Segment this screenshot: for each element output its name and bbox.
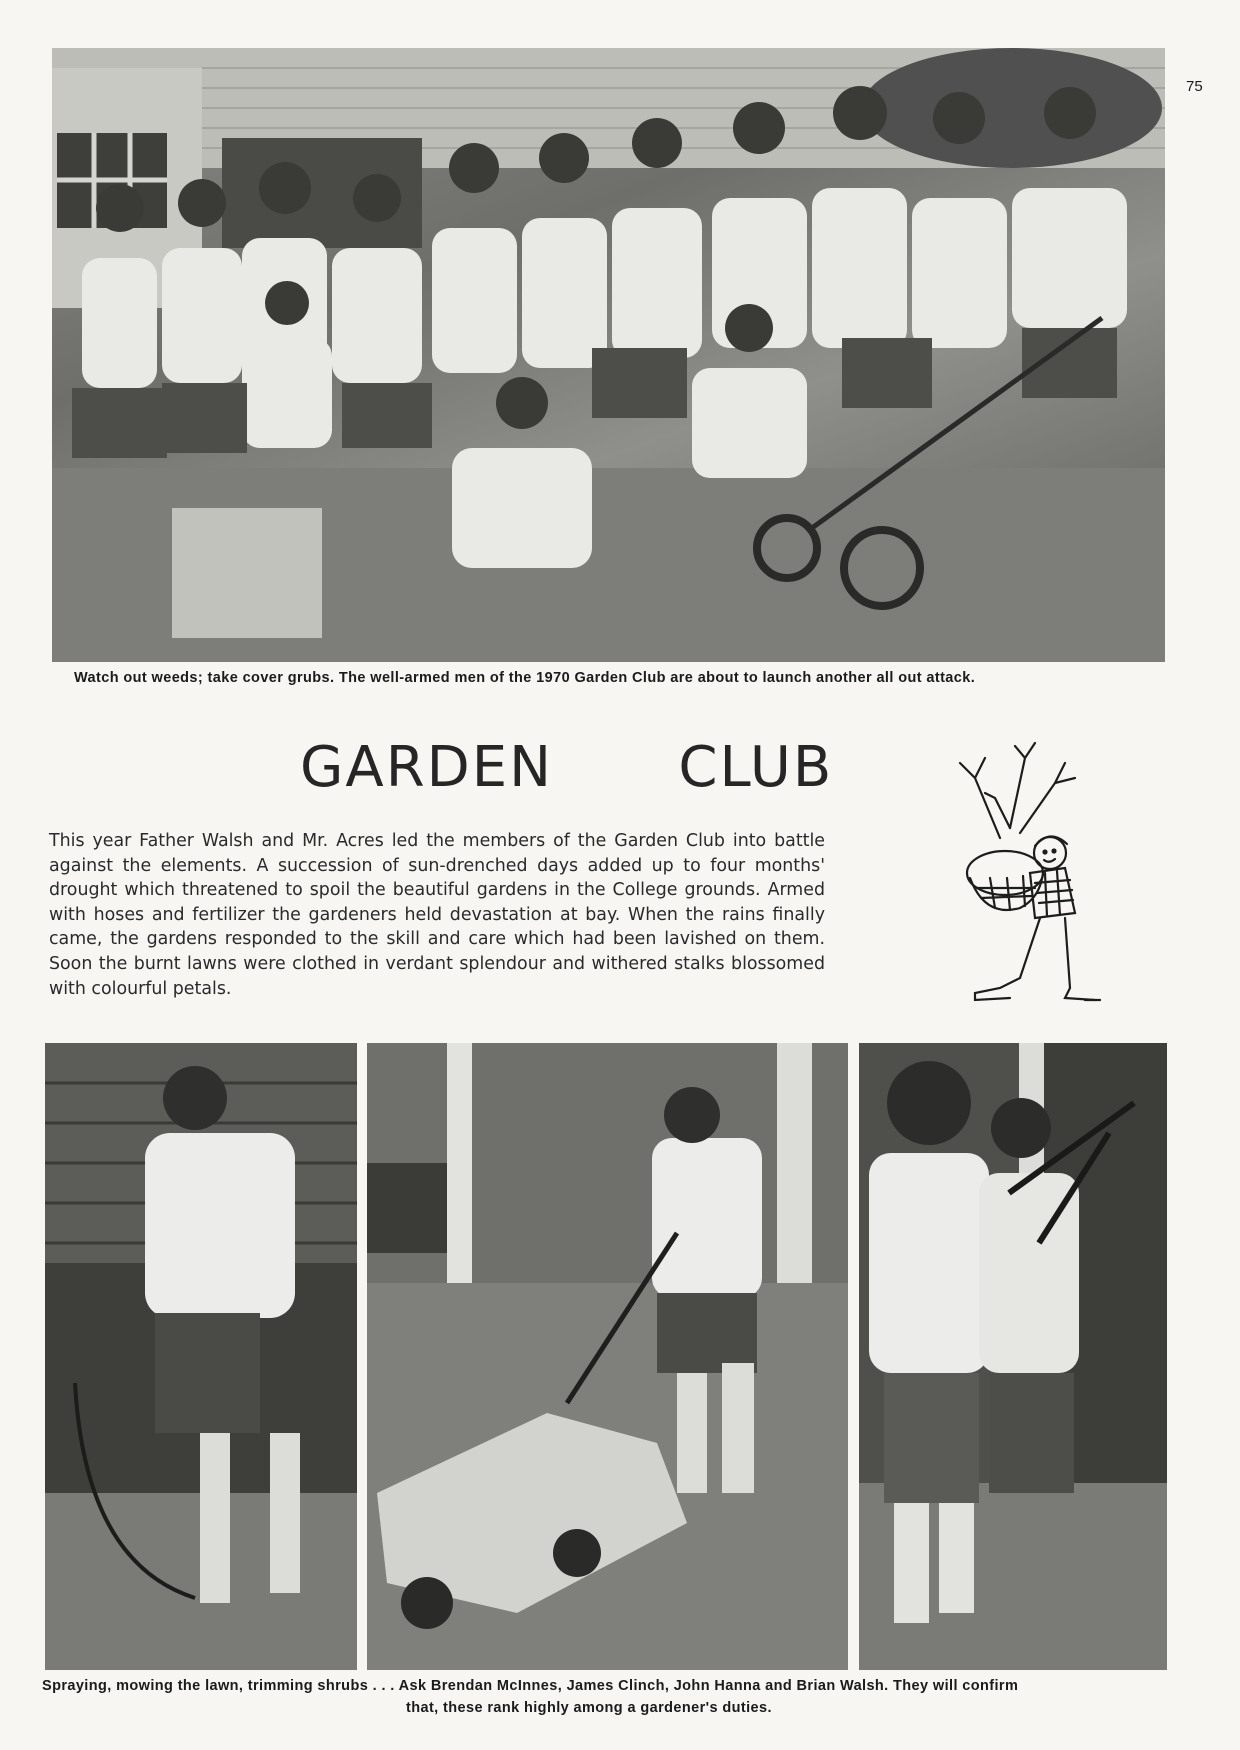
article-body: This year Father Walsh and Mr. Acres led the members of the Garden Club into battle against the elements. A succession of sun-drenched days added up to four months' drought which threatened to spoil the beautiful gardens in the College grounds. Armed with hoses and fertilizer the gardeners held devastation at bay. When the rains finally came, the gardens responded to the skill and care which had been lavished on them. Soon the burnt lawns were clothed in verdant splendour and withered stalks blossomed with colourful petals. xyxy=(49,831,825,999)
page-number: 75 xyxy=(1186,78,1203,95)
spraying-photo xyxy=(45,1043,357,1670)
group-photo xyxy=(52,48,1165,662)
bottom-photos-caption-line2: that, these rank highly among a gardener's duties. xyxy=(406,1700,772,1716)
trimming-photo xyxy=(859,1043,1167,1670)
article-title: GARDEN CLUB xyxy=(300,735,834,800)
group-photo-caption: Watch out weeds; take cover grubs. The well-armed men of the 1970 Garden Club are about to launch another all out attack. xyxy=(74,670,976,686)
mowing-photo xyxy=(367,1043,848,1670)
gardener-cartoon-illustration xyxy=(915,738,1105,1013)
bottom-photos-caption-line1: Spraying, mowing the lawn, trimming shrubs . . . Ask Brendan McInnes, James Clinch, John Hanna and Brian Walsh. They will confirm xyxy=(42,1678,1019,1694)
